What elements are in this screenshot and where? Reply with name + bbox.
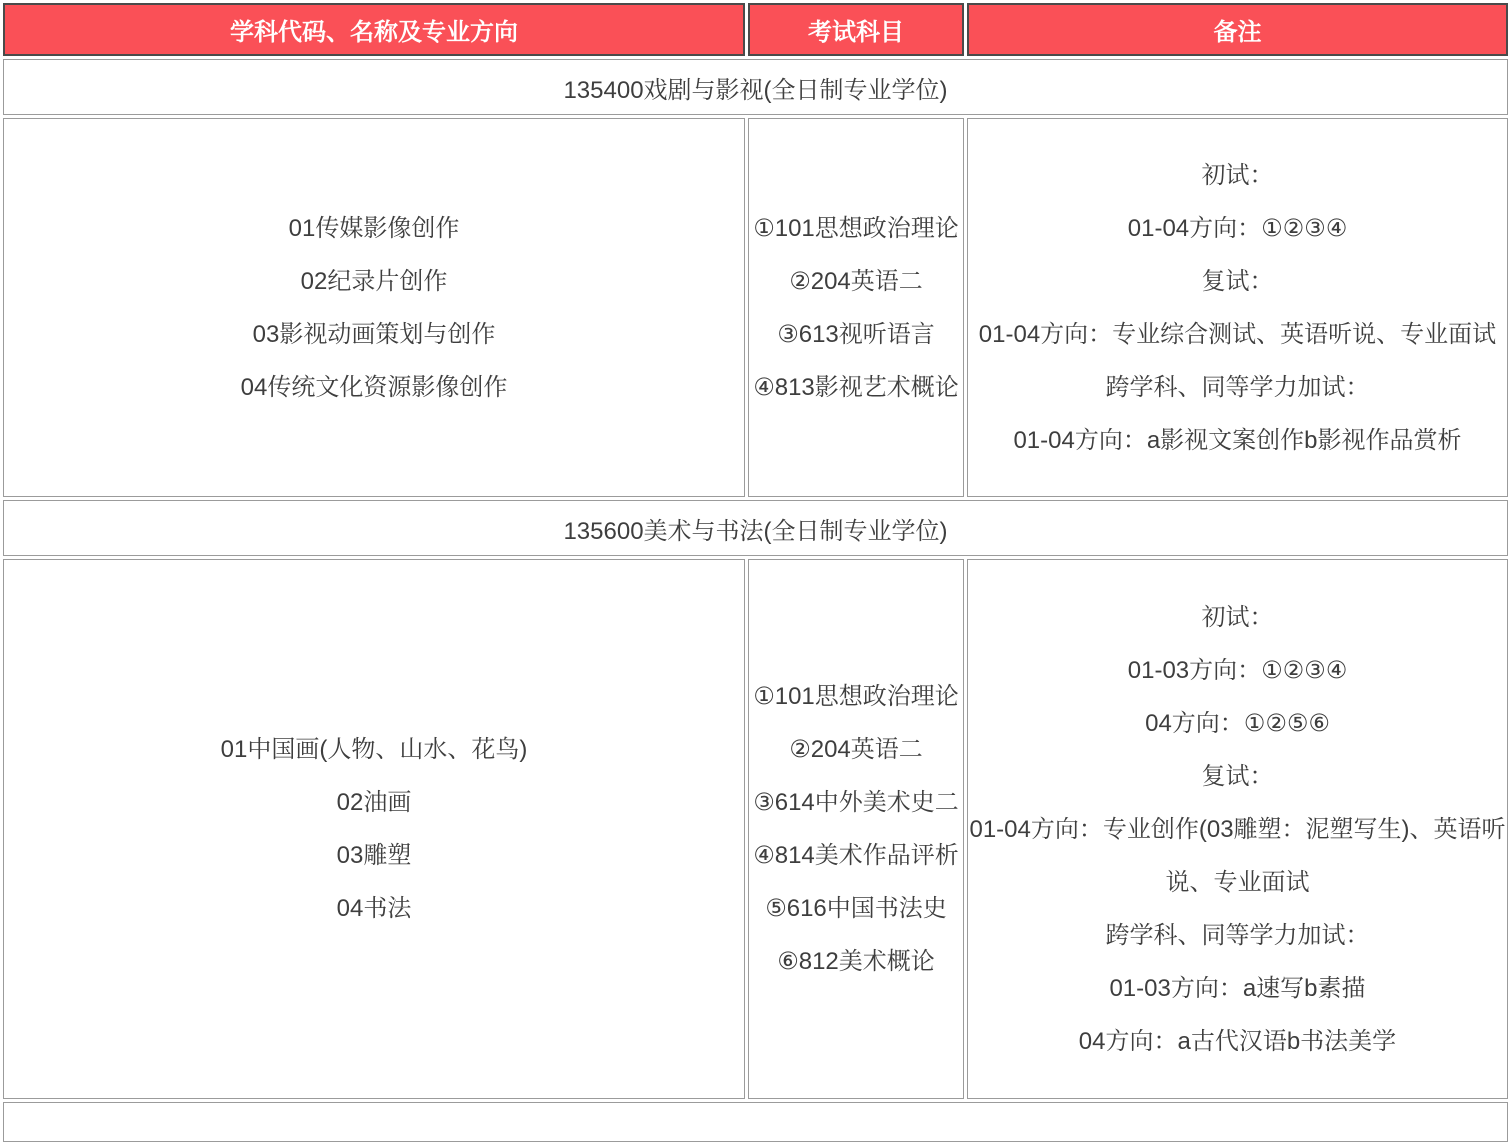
section-title-135400: 135400戏剧与影视(全日制专业学位) <box>3 59 1508 115</box>
note-line: 01-03方向：a速写b素描 <box>1109 974 1366 1002</box>
note-line: 04方向：a古代汉语b书法美学 <box>1078 1027 1397 1055</box>
subject-item: ④813影视艺术概论 <box>753 373 959 401</box>
header-cell-notes: 备注 <box>967 3 1508 56</box>
subject-item: ②204英语二 <box>789 267 923 295</box>
subject-item: ③614中外美术史二 <box>753 789 959 816</box>
header-cell-subjects: 考试科目 <box>748 3 964 56</box>
note-line: 04方向：①②⑤⑥ <box>1145 709 1330 737</box>
directions-cell-2 <box>3 559 745 1099</box>
note-line: 复试： <box>1201 267 1274 295</box>
note-line: 初试： <box>1201 161 1274 189</box>
section-body-row-2 <box>3 559 1508 1099</box>
subject-item: ②204英语二 <box>789 736 923 763</box>
note-line: 01-03方向：①②③④ <box>1127 656 1348 684</box>
subject-item: ①101思想政治理论 <box>753 214 959 242</box>
direction-item: 01中国画(人物、山水、花鸟) <box>220 736 528 763</box>
subject-item: ⑥812美术概论 <box>777 948 935 975</box>
partial-next-cell <box>3 1102 1508 1142</box>
note-line: 01-04方向：专业创作(03雕塑：泥塑写生)、英语听说、专业面试 <box>969 815 1506 896</box>
section-title-135600: 135600美术与书法(全日制专业学位) <box>3 500 1508 556</box>
directions-cell-1 <box>3 118 745 497</box>
direction-item: 04书法 <box>336 895 412 922</box>
notes-cell-2 <box>967 559 1508 1099</box>
notes-cell-1 <box>967 118 1508 497</box>
direction-item: 02纪录片创作 <box>300 267 448 295</box>
header-cell-program: 学科代码、名称及专业方向 <box>3 3 745 56</box>
partial-next-row <box>3 1102 1508 1142</box>
subject-item: ④814美术作品评析 <box>753 842 959 869</box>
direction-item: 04传统文化资源影像创作 <box>240 373 508 401</box>
subject-item: ①101思想政治理论 <box>753 683 959 710</box>
section-title-row-1 <box>3 59 1508 115</box>
section-title-row-2 <box>3 500 1508 556</box>
note-line: 跨学科、同等学力加试： <box>1105 921 1370 949</box>
note-line: 01-04方向：a影视文案创作b影视作品赏析 <box>1013 426 1462 454</box>
note-line: 跨学科、同等学力加试： <box>1105 373 1370 401</box>
section-body-row-1 <box>3 118 1508 497</box>
header-row <box>3 3 1508 56</box>
note-line: 复试： <box>1201 762 1274 790</box>
direction-item: 02油画 <box>336 789 412 816</box>
direction-item: 03影视动画策划与创作 <box>252 320 496 348</box>
subjects-cell-1 <box>748 118 964 497</box>
subjects-cell-2 <box>748 559 964 1099</box>
subject-item: ③613视听语言 <box>777 320 935 348</box>
direction-item: 01传媒影像创作 <box>288 214 460 242</box>
note-line: 01-04方向：①②③④ <box>1127 214 1348 242</box>
direction-item: 03雕塑 <box>336 842 412 869</box>
note-line: 初试： <box>1201 603 1274 631</box>
note-line: 01-04方向：专业综合测试、英语听说、专业面试 <box>978 320 1497 348</box>
subject-item: ⑤616中国书法史 <box>765 895 947 922</box>
